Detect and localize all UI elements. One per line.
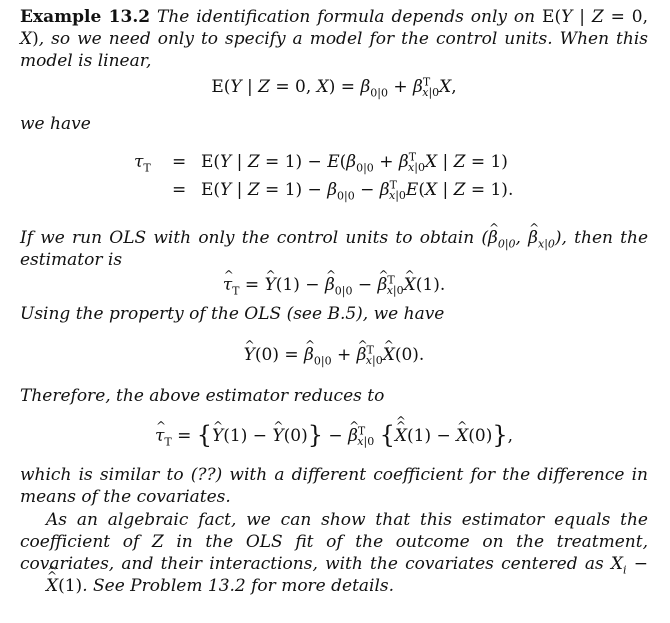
property-text: Using the property of the OLS (see B.5), we have: [20, 304, 445, 324]
we-have-text: we have: [20, 114, 91, 134]
tau-derivation: [20, 149, 648, 207]
intro-text: The identification formula depends only on E(Y | Z = 0, X), so we need only to specify a model for the control units. When this model is linear,: [20, 7, 648, 71]
therefore-text: Therefore, the above estimator reduces to: [20, 386, 385, 406]
intro-paragraph: [20, 6, 648, 72]
algebraic-text: As an algebraic fact, we can show that this estimator equals the coefficient of Z in the OLS fit of the outcome on the treatment, covariates, and their interactions, with the covariates centered as $X_i$ − ^ X ^(1). See Problem 13.2 for more details.: [20, 509, 648, 597]
similar-text: which is similar to (??) with a different coefficient for the difference in means of the covariates.: [20, 465, 648, 507]
model-equation: E(Y | Z = 0, $X) = \beta_{0|0} + \beta^T_{x|0}X$,: [211, 75, 457, 100]
reduced-equation: ^ $\tau_T$ = {^ Y(1) − ^ Y(0)} − ^ $\beta^T_{x|0}$ {^ X ^(1) − ^ X(0)},: [20, 423, 648, 448]
y0-equation: ^ Y(0) = ^ $\beta_{0|0}$ + ^ $\beta^T_{x|0}\^{}$ X(0).: [20, 343, 648, 367]
tau-row-1: $\tau_T$ = E(Y | $Z = 1) - E(\beta_{0|0} + \beta^T_{x|0}X$ | Z = 1): [134, 150, 508, 175]
example-block: [20, 6, 648, 597]
ols-paragraph: If we run OLS with only the control units to obtain (^ $\beta_{0|0}$, ^ $\beta_{x|0}$), then the estimator is: [20, 227, 648, 271]
tau-row-2: = E(Y | $Z = 1) - \beta_{0|0} - \beta^T_{x|0}E(X$ | Z = 1).: [172, 178, 514, 203]
tau-lhs: $\tau_T$: [134, 152, 151, 175]
example-title: Example 13.2: [20, 7, 151, 27]
estimator-equation: ^ $\tau_T$ = ^ Y(1) − ^ $\beta_{0|0}$ − ^ $\beta^T_{x|0}\^{}$ X(1).: [20, 273, 648, 297]
